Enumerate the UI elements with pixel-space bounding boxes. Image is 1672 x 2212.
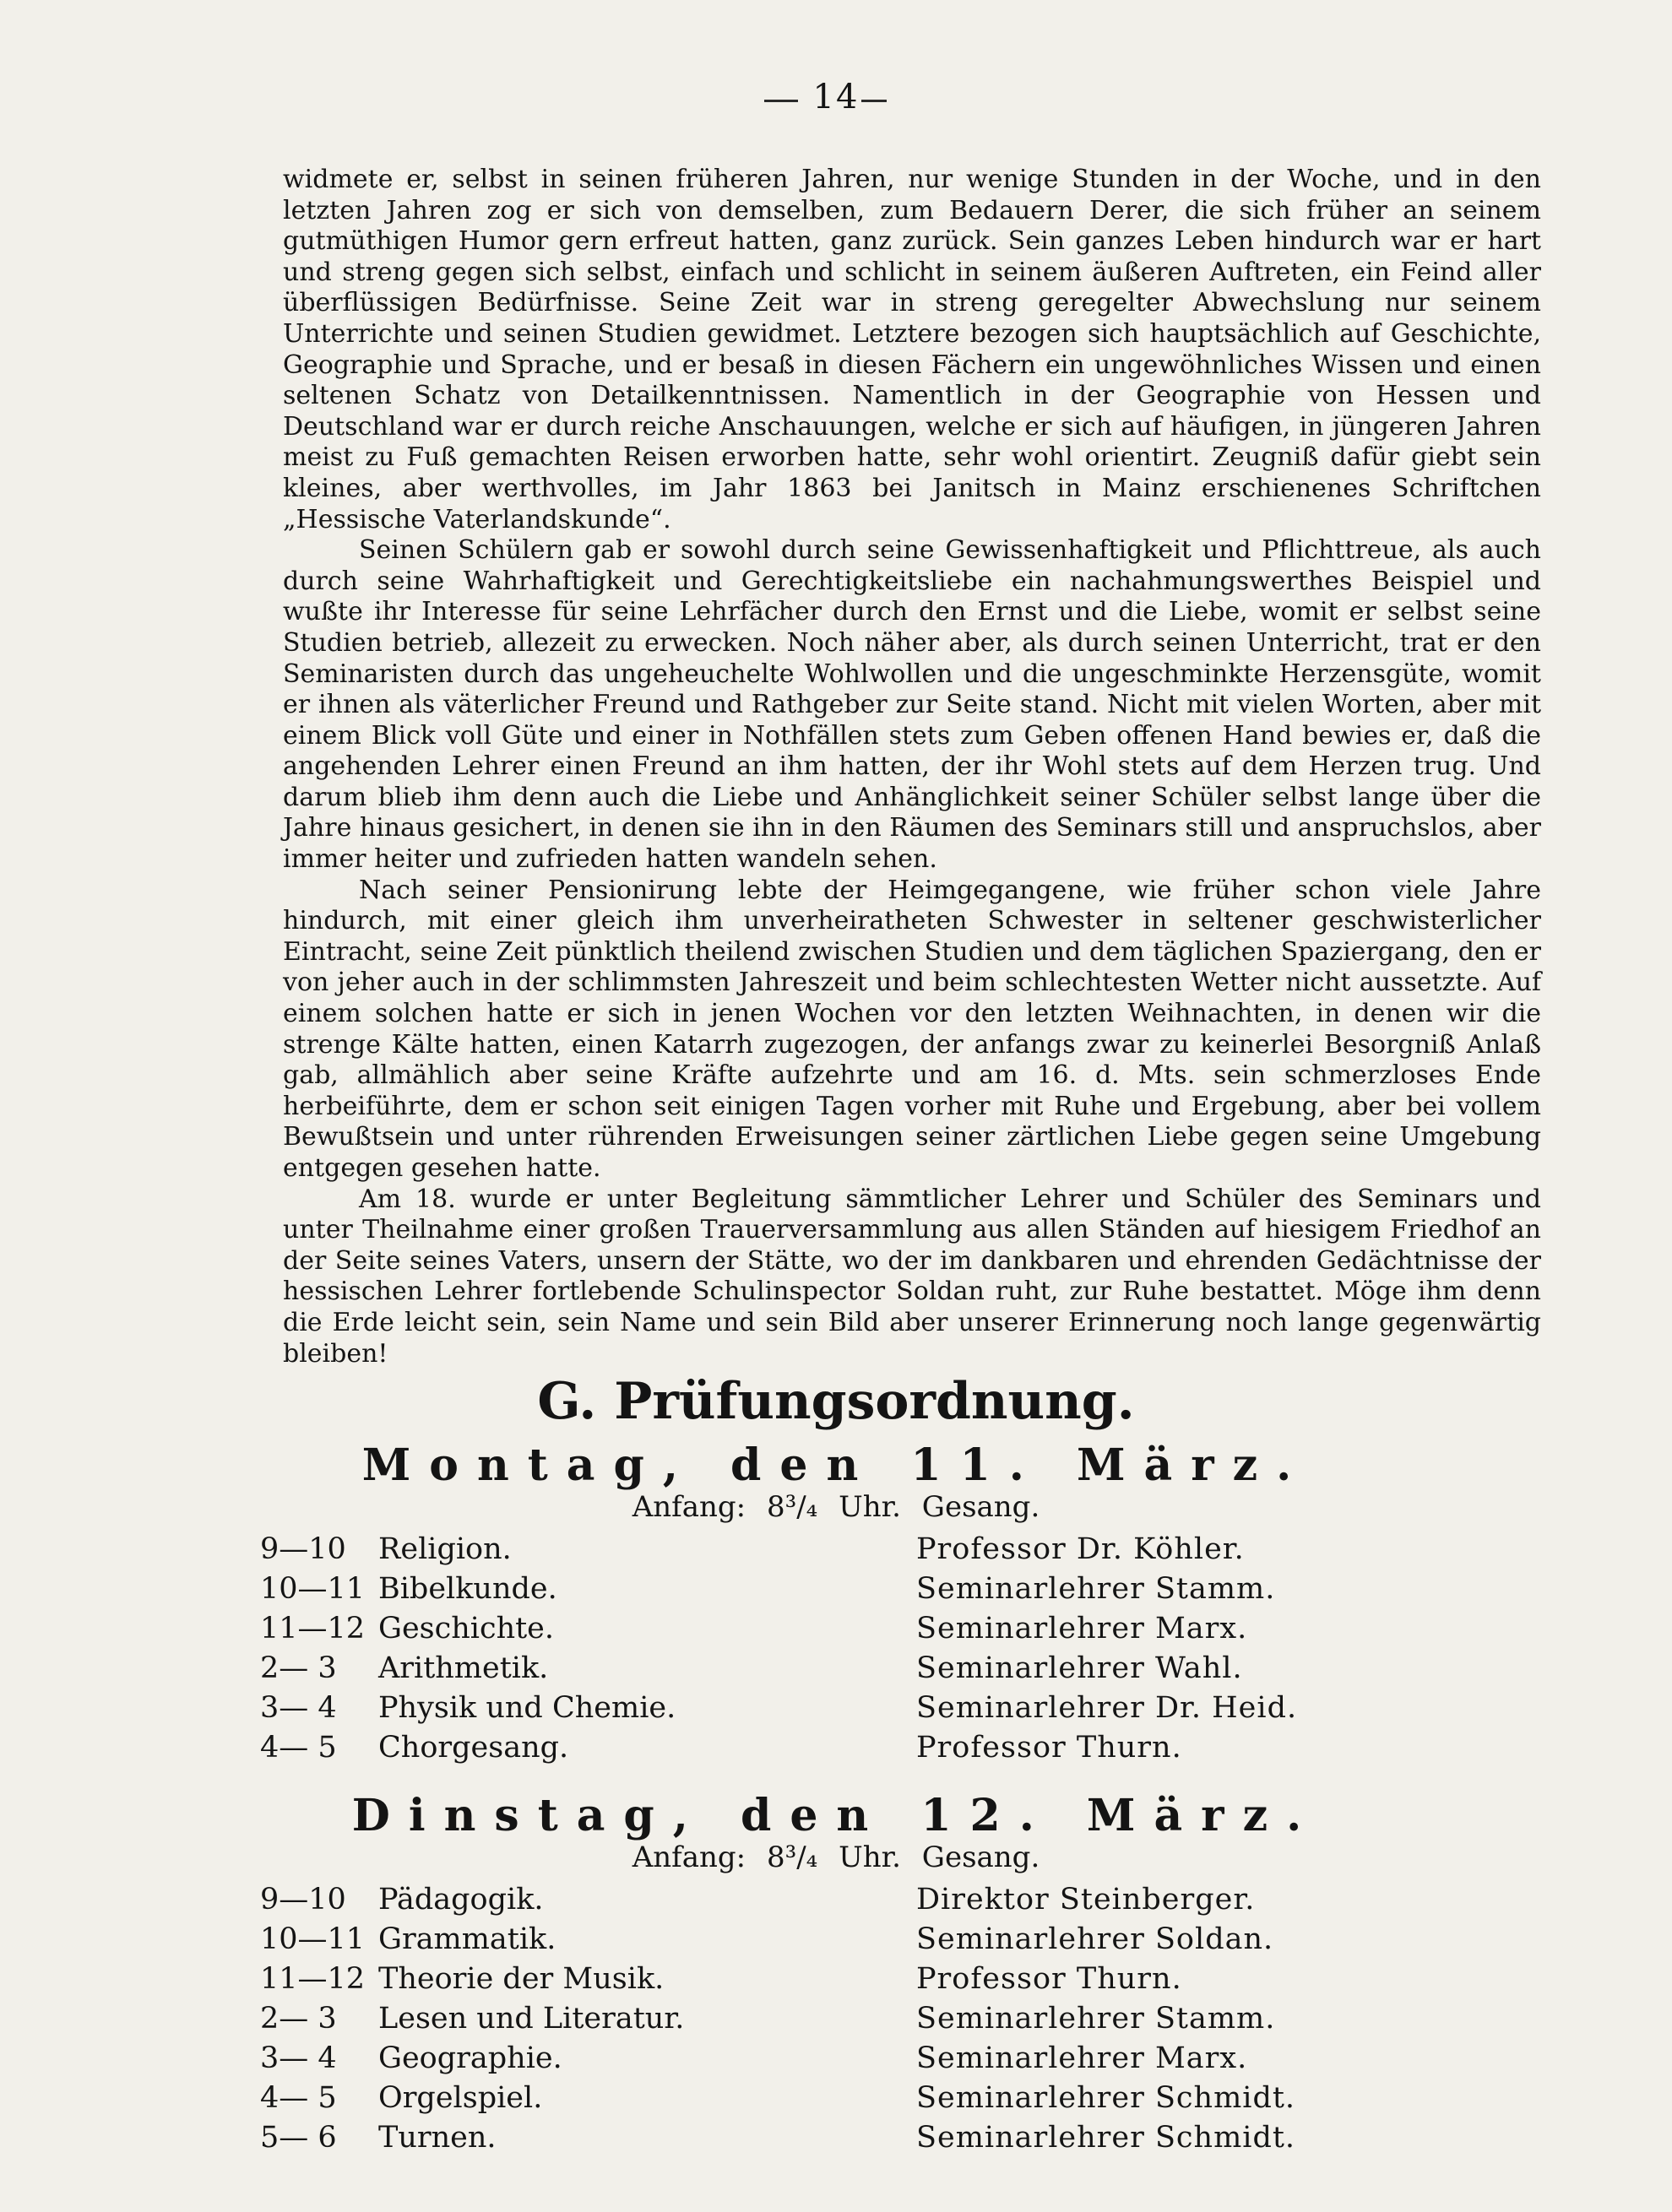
time-slot: 3— 4 <box>260 2041 337 2075</box>
header-rule-right <box>861 100 887 102</box>
teacher: Direktor Steinberger. <box>916 1883 1256 1917</box>
schedule-row <box>0 2121 1672 2160</box>
schedule-row <box>0 1612 1672 1651</box>
teacher: Seminarlehrer Schmidt. <box>916 2081 1296 2115</box>
subject: Physik und Chemie. <box>378 1691 676 1725</box>
teacher: Seminarlehrer Marx. <box>916 1612 1248 1645</box>
schedule-row <box>0 1962 1672 2001</box>
schedule-row <box>0 1691 1672 1730</box>
subject: Chorgesang. <box>378 1731 569 1765</box>
schedule-row <box>0 1731 1672 1770</box>
page-number: 14 <box>812 78 860 117</box>
time-slot: 5— 6 <box>260 2121 337 2155</box>
schedule-row <box>0 1572 1672 1611</box>
teacher: Seminarlehrer Dr. Heid. <box>916 1691 1298 1725</box>
time-slot: 11—12 <box>260 1962 366 1996</box>
body-text <box>283 165 1541 1369</box>
section-title: G. Prüfungsordnung. <box>537 1372 1135 1431</box>
schedule-row <box>0 2081 1672 2120</box>
subject: Arithmetik. <box>378 1651 549 1685</box>
schedule-row <box>0 1532 1672 1571</box>
subject: Lesen und Literatur. <box>378 2002 685 2036</box>
paragraph: widmete er, selbst in seinen früheren Jahren, nur wenige Stunden in der Woche, und in den letzten Jahren zog er sich von demselben, zum Bedauern Derer, die sich früher an seinem gutmüthigen Humor gern erfreut hatten, ganz zurück. Sein ganzes Leben hindurch war er hart und streng gegen sich selbst, einfach und schlicht in seinem äußeren Auftreten, ein Feind aller überflüssigen Bedürfnisse. Seine Zeit war in streng geregelter Abwechslung nur seinem Unterrichte und seinen Studien gewidmet. Letztere bezogen sich hauptsächlich auf Geschichte, Geographie und Sprache, und er besaß in diesen Fächern ein ungewöhnliches Wissen und einen seltenen Schatz von Detailkenntnissen. Namentlich in der Geographie von Hessen und Deutschland war er durch reiche Anschauungen, welche er sich auf häufigen, in jüngeren Jahren meist zu Fuß gemachten Reisen erworben hatte, sehr wohl orientirt. Zeugniß dafür giebt sein kleines, aber werthvolles, im Jahr 1863 bei Janitsch in Mainz erschienenes Schriftchen „Hessische Vaterlandskunde“. <box>283 165 1541 534</box>
day-start-time: Anfang: 8³/₄ Uhr. Gesang. <box>632 1490 1040 1524</box>
paragraph: Seinen Schülern gab er sowohl durch seine Gewissenhaftigkeit und Pflichttreue, als auch durch seine Wahrhaftigkeit und Gerechtigkeitsliebe ein nachahmungswerthes Beispiel und wußte ihr Interesse für seine Lehrfächer durch den Ernst und die Liebe, womit er selbst seine Studien betrieb, allezeit zu erwecken. Noch näher aber, als durch seinen Unterricht, trat er den Seminaristen durch das ungeheuchelte Wohlwollen und die ungeschminkte Herzensgüte, womit er ihnen als väterlicher Freund und Rathgeber zur Seite stand. Nicht mit vielen Worten, aber mit einem Blick voll Güte und einer in Nothfällen stets zum Geben offenen Hand bewies er, daß die angehenden Lehrer einen Freund an ihm hatten, der ihr Wohl stets auf dem Herzen trug. Und darum blieb ihm denn auch die Liebe und Anhänglichkeit seiner Schüler selbst lange über die Jahre hinaus gesichert, in denen sie ihn in den Räumen des Seminars still und anspruchslos, aber immer heiter und zufrieden hatten wandeln sehen. <box>283 535 1541 875</box>
subject: Pädagogik. <box>378 1883 544 1917</box>
subject: Geschichte. <box>378 1612 555 1645</box>
time-slot: 10—11 <box>260 1572 366 1606</box>
schedule-row <box>0 1651 1672 1690</box>
subject: Religion. <box>378 1532 512 1566</box>
subject: Bibelkunde. <box>378 1572 557 1606</box>
teacher: Professor Thurn. <box>916 1962 1182 1996</box>
time-slot: 4— 5 <box>260 2081 337 2115</box>
day-start-time: Anfang: 8³/₄ Uhr. Gesang. <box>632 1841 1040 1874</box>
subject: Orgelspiel. <box>378 2081 543 2115</box>
time-slot: 9—10 <box>260 1532 346 1566</box>
teacher: Seminarlehrer Soldan. <box>916 1922 1274 1956</box>
time-slot: 9—10 <box>260 1883 346 1917</box>
schedule-row <box>0 1883 1672 1922</box>
time-slot: 10—11 <box>260 1922 366 1956</box>
time-slot: 2— 3 <box>260 1651 337 1685</box>
paragraph: Nach seiner Pensionirung lebte der Heimgegangene, wie früher schon viele Jahre hindurch, mit einer gleich ihm unverheiratheten Schwester in seltener geschwisterlicher Eintracht, seine Zeit pünktlich theilend zwischen Studien und dem täglichen Spaziergang, den er von jeher auch in der schlimmsten Jahreszeit und beim schlechtesten Wetter nicht aussetzte. Auf einem solchen hatte er sich in jenen Wochen vor den letzten Weihnachten, in denen wir die strenge Kälte hatten, einen Katarrh zugezogen, der anfangs zwar zu keinerlei Besorgniß Anlaß gab, allmählich aber seine Kräfte aufzehrte und am 16. d. Mts. sein schmerzloses Ende herbeiführte, dem er schon seit einigen Tagen vorher mit Ruhe und Ergebung, aber bei vollem Bewußtsein und unter rührenden Erweisungen seiner zärtlichen Liebe gegen seine Umgebung entgegen gesehen hatte. <box>283 875 1541 1183</box>
teacher: Professor Dr. Köhler. <box>916 1532 1245 1566</box>
teacher: Seminarlehrer Stamm. <box>916 1572 1276 1606</box>
time-slot: 2— 3 <box>260 2002 337 2036</box>
day-heading: Montag, den 11. März. <box>361 1439 1311 1491</box>
subject: Theorie der Musik. <box>378 1962 665 1996</box>
subject: Geographie. <box>378 2041 562 2075</box>
schedule-row <box>0 2002 1672 2041</box>
teacher: Seminarlehrer Stamm. <box>916 2002 1276 2036</box>
time-slot: 3— 4 <box>260 1691 337 1725</box>
teacher: Seminarlehrer Schmidt. <box>916 2121 1296 2155</box>
teacher: Professor Thurn. <box>916 1731 1182 1765</box>
schedule-row <box>0 2041 1672 2080</box>
header-rule-left <box>764 100 798 102</box>
schedule-row <box>0 1922 1672 1961</box>
subject: Turnen. <box>378 2121 497 2155</box>
teacher: Seminarlehrer Wahl. <box>916 1651 1243 1685</box>
teacher: Seminarlehrer Marx. <box>916 2041 1248 2075</box>
time-slot: 4— 5 <box>260 1731 337 1765</box>
paragraph: Am 18. wurde er unter Begleitung sämmtlicher Lehrer und Schüler des Seminars und unter Theilnahme einer großen Trauerversammlung aus allen Ständen auf hiesigem Friedhof an der Seite seines Vaters, unsern der Stätte, wo der im dankbaren und ehrenden Gedächtnisse der hessischen Lehrer fortlebende Schulinspector Soldan ruht, zur Ruhe bestattet. Möge ihm denn die Erde leicht sein, sein Name und sein Bild aber unserer Erinnerung noch lange gegenwärtig bleiben! <box>283 1184 1541 1369</box>
subject: Grammatik. <box>378 1922 556 1956</box>
time-slot: 11—12 <box>260 1612 366 1645</box>
day-heading: Dinstag, den 12. März. <box>351 1790 1321 1841</box>
